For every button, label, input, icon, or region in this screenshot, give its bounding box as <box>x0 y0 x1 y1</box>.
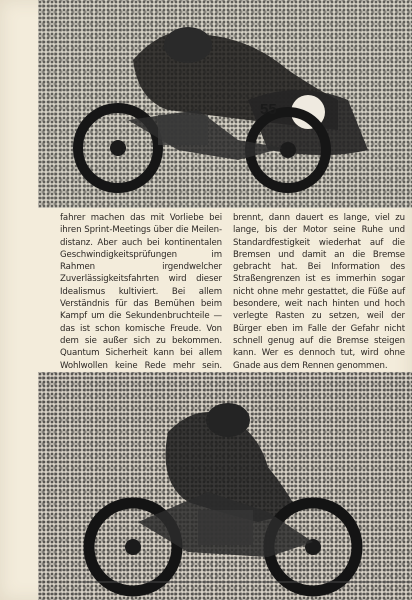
article-column-right <box>233 212 405 372</box>
motorcycle-illustration-top <box>38 0 412 208</box>
article-text-right: brennt, dann dauert es lange, viel zu lange, bis der Motor seine Ruhe und Standardfestigkeit wiederhat auf die Bremsen und damit an die Bremse gebracht hat. Bei Information des Straßengrenzen ist es immerhin sogar nicht ohne mehr gestattet, die Füße auf besondere, weit nach hinten und hoch verlegte Rasten zu setzen, weil der Bürger eben im Falle der Gefahr nicht schnell genug auf die Bremse steigen kann. Wer es dennoch tut, wird ohne Gnade aus dem Rennen genommen. <box>233 213 405 371</box>
article-column-left <box>60 212 222 384</box>
article-text-left: fahrer machen das mit Vorliebe bei ihren Sprint-Meetings über die Meilen-distanz. Aber auch bei kontinentalen Geschwindigkeitsprüfungen im Rahmen irgendwelcher Zuverlässigkeitsfahrten wird dieser Idealismus kultiviert. Bei allem Verständnis für das Bemühen beim Kampf um die Sekundenbruchteile — das ist schon komische Freude. Von dem sie außer sich zu bekommen. Quantum Sicherheit kann bei allem Wohlwollen keine Rede mehr sein. <box>60 213 222 371</box>
race-number: 55 <box>260 101 277 118</box>
photo-top-motorcycle <box>38 0 412 208</box>
motorcycle-illustration-bottom <box>38 372 412 600</box>
photo-bottom-motorcycle <box>38 372 412 600</box>
